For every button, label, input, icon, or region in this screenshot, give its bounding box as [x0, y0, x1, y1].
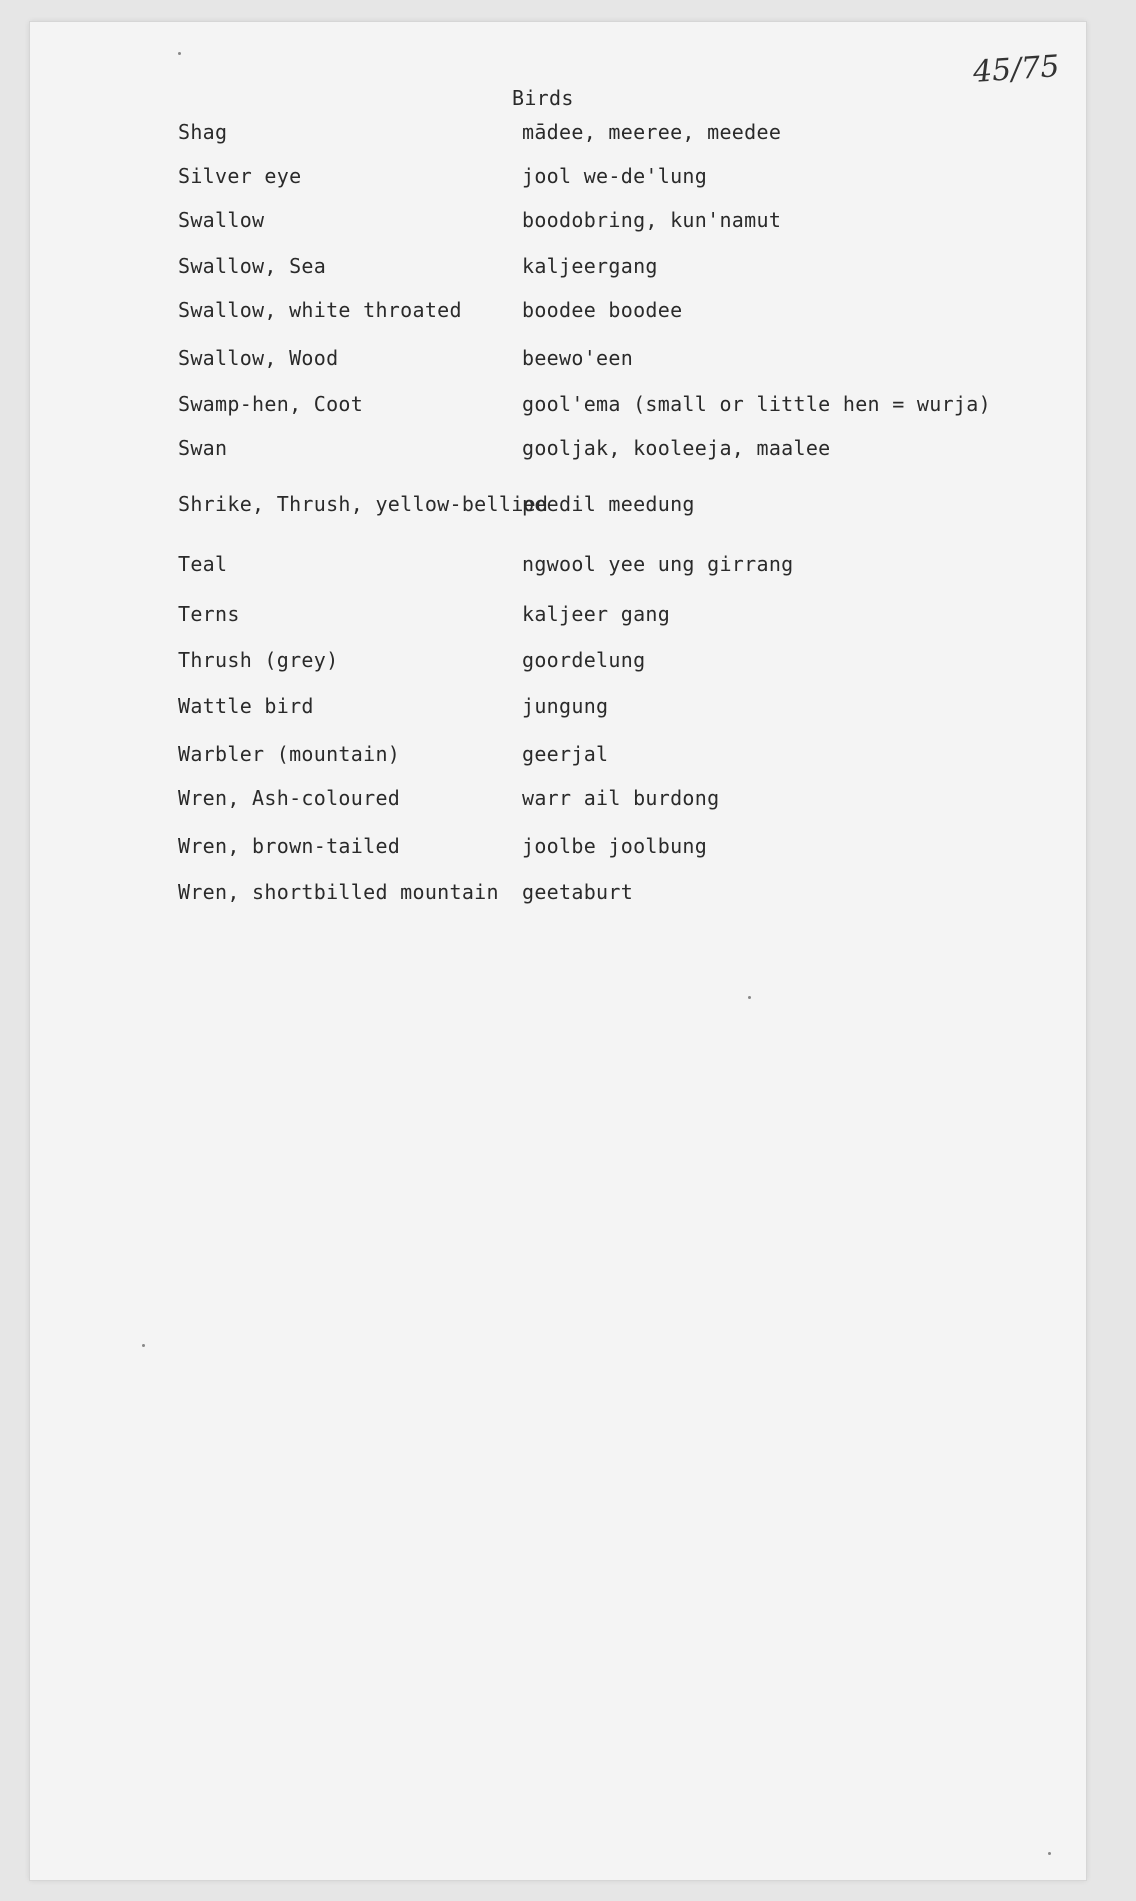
glossary-row — [30, 602, 1086, 638]
paper-speck — [748, 996, 751, 999]
english-term: Wren, brown-tailed — [178, 834, 401, 858]
glossary-row — [30, 552, 1086, 588]
english-term: Swamp-hen, Coot — [178, 392, 364, 416]
native-term: mādee, meeree, meedee — [522, 120, 782, 144]
paper-speck — [1048, 1852, 1051, 1855]
native-term: jool we-de'lung — [522, 164, 708, 188]
english-term: Warbler (mountain) — [178, 742, 401, 766]
bird-glossary — [30, 22, 1086, 1880]
english-term: Wren, shortbilled mountain — [178, 880, 499, 904]
glossary-row — [30, 880, 1086, 916]
english-term: Shag — [178, 120, 228, 144]
glossary-row — [30, 164, 1086, 200]
english-term: Swallow, Wood — [178, 346, 339, 370]
page-folio-number: 45/75 — [971, 49, 1061, 90]
native-term: kaljeergang — [522, 254, 658, 278]
glossary-row — [30, 392, 1086, 428]
english-term: Terns — [178, 602, 240, 626]
glossary-row — [30, 208, 1086, 244]
glossary-row — [30, 492, 1086, 528]
english-term: Wren, Ash-coloured — [178, 786, 401, 810]
native-term: beewo'een — [522, 346, 634, 370]
native-term: boodobring, kun'namut — [522, 208, 782, 232]
glossary-row — [30, 254, 1086, 290]
glossary-row — [30, 298, 1086, 334]
native-term: goordelung — [522, 648, 646, 672]
glossary-row — [30, 694, 1086, 730]
english-term: Swan — [178, 436, 228, 460]
native-term: ngwool yee ung girrang — [522, 552, 794, 576]
english-term: Swallow — [178, 208, 265, 232]
glossary-row — [30, 346, 1086, 382]
native-term: geetaburt — [522, 880, 634, 904]
english-term: Thrush (grey) — [178, 648, 339, 672]
english-term: Wattle bird — [178, 694, 314, 718]
native-term: gooljak, kooleeja, maalee — [522, 436, 831, 460]
glossary-row — [30, 834, 1086, 870]
glossary-row — [30, 742, 1086, 778]
english-term: Swallow, Sea — [178, 254, 327, 278]
english-term: Swallow, white throated — [178, 298, 462, 322]
glossary-row — [30, 786, 1086, 822]
native-term: gool'ema (small or little hen = wurja) — [522, 392, 991, 416]
native-term: jungung — [522, 694, 609, 718]
paper-speck — [178, 52, 181, 55]
native-term: geerjal — [522, 742, 609, 766]
glossary-row — [30, 436, 1086, 472]
document-page — [30, 22, 1086, 1880]
glossary-row — [30, 120, 1086, 156]
english-term: Shrike, Thrush, yellow-bellied — [178, 492, 549, 516]
native-term: boodee boodee — [522, 298, 683, 322]
paper-speck — [142, 1344, 145, 1347]
english-term: Silver eye — [178, 164, 302, 188]
native-term: kaljeer gang — [522, 602, 671, 626]
glossary-row — [30, 648, 1086, 684]
page-title: Birds — [512, 86, 574, 110]
english-term: Teal — [178, 552, 228, 576]
native-term: peedil meedung — [522, 492, 695, 516]
native-term: warr ail burdong — [522, 786, 720, 810]
native-term: joolbe joolbung — [522, 834, 708, 858]
